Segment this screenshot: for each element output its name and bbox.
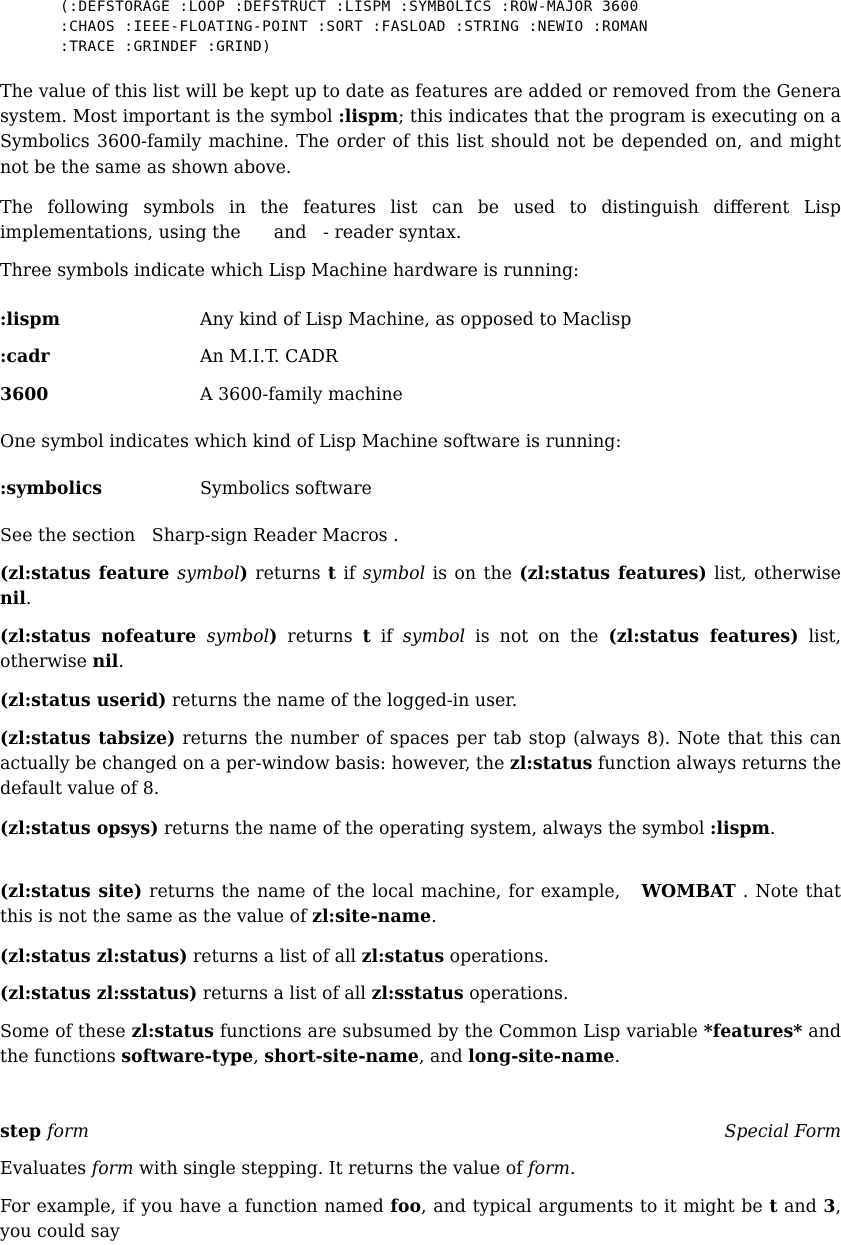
paragraph-status-nofeature: (zl:status nofeature symbol) returns t if symbol is not on the (zl:status features) list, otherwise nil.	[0, 625, 841, 675]
def-lispm: Any kind of Lisp Machine, as opposed to Maclisp	[200, 308, 631, 332]
paragraph-status-feature: (zl:status feature symbol) returns t if symbol is on the (zl:status features) list, otherwise nil.	[0, 562, 841, 612]
features-list-code	[60, 0, 648, 57]
term-symbolics: :symbolics	[0, 477, 102, 501]
symbol-lispm: :lispm	[338, 107, 398, 127]
paragraph-status-status: (zl:status zl:status) returns a list of all zl:status operations.	[0, 945, 841, 970]
paragraph-status-opsys: (zl:status opsys) returns the name of the operating system, always the symbol :lispm.	[0, 817, 841, 842]
paragraph-status-site: (zl:status site) returns the name of the local machine, for example, WOMBAT . Note that this is not the same as the value of zl:site-name.	[0, 880, 841, 930]
step-arg: form	[47, 1122, 89, 1142]
term-cadr: :cadr	[0, 345, 50, 369]
paragraph-status-sstatus: (zl:status zl:sstatus) returns a list of all zl:sstatus operations.	[0, 982, 841, 1007]
step-kind: Special Form	[725, 1120, 841, 1144]
paragraph-status-userid: (zl:status userid) returns the name of the logged-in user.	[0, 689, 841, 714]
paragraph-following-symbols: The following symbols in the features list can be used to distinguish different Lisp implementations, using the and - reader syntax.	[0, 196, 841, 246]
code-line-3: :TRACE :GRINDEF :GRIND)	[60, 38, 271, 55]
step-name: step	[0, 1122, 41, 1142]
paragraph-step-description: Evaluates form with single stepping. It returns the value of form.	[0, 1157, 841, 1182]
code-line-2: :CHAOS :IEEE-FLOATING-POINT :SORT :FASLOAD :STRING :NEWIO :ROMAN	[60, 18, 648, 35]
term-lispm: :lispm	[0, 308, 60, 332]
paragraph-features-value: The value of this list will be kept up to date as features are added or removed from the Genera system. Most important is the symbol :lispm; this indicates that the program is executing on a Symbolics 3600-family machine. The order of this list should not be depended on, and might not be the same as shown above.	[0, 80, 841, 181]
def-cadr: An M.I.T. CADR	[200, 345, 338, 369]
step-heading	[0, 1120, 89, 1144]
see-section-reference: See the section Sharp-sign Reader Macros .	[0, 524, 841, 549]
def-symbolics: Symbolics software	[200, 477, 372, 501]
paragraph-step-example: For example, if you have a function named foo, and typical arguments to it might be t and 3, you could say	[0, 1195, 841, 1245]
def-3600: A 3600-family machine	[200, 383, 403, 407]
paragraph-status-tabsize: (zl:status tabsize) returns the number of spaces per tab stop (always 8). Note that this can actually be changed on a per-window basis: however, the zl:status function always returns the default value of 8.	[0, 727, 841, 803]
term-3600: 3600	[0, 383, 48, 407]
paragraph-three-symbols: Three symbols indicate which Lisp Machine hardware is running:	[0, 259, 841, 284]
paragraph-subsumed: Some of these zl:status functions are subsumed by the Common Lisp variable *features* and the functions software-type, short-site-name, and long-site-name.	[0, 1020, 841, 1070]
paragraph-one-symbol: One symbol indicates which kind of Lisp Machine software is running:	[0, 430, 841, 455]
code-line-1: (:DEFSTORAGE :LOOP :DEFSTRUCT :LISPM :SYMBOLICS :ROW-MAJOR 3600	[60, 0, 639, 15]
